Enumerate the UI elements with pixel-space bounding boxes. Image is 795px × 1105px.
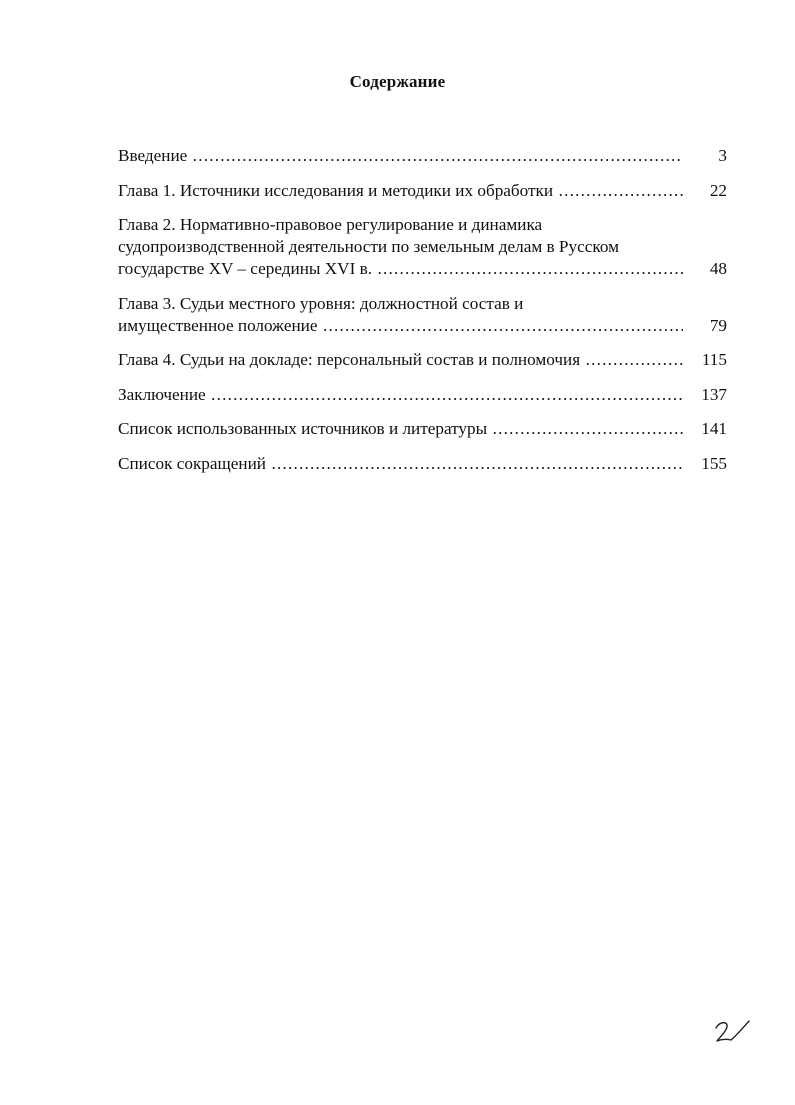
toc-page-number: 155 bbox=[701, 453, 727, 473]
toc-entry-text-line: Глава 2. Нормативно-правовое регулирование и динамика bbox=[118, 215, 543, 234]
toc-entry-text-line: имущественное положение bbox=[118, 315, 318, 335]
toc-entry-text-line: судопроизводственной деятельности по земельным делам в Русском bbox=[118, 237, 619, 256]
toc-entry-introduction[interactable] bbox=[118, 145, 733, 167]
toc-page-number: 115 bbox=[701, 350, 727, 369]
toc-entry-conclusion[interactable] bbox=[118, 384, 733, 406]
leader-dots bbox=[487, 419, 683, 438]
leader-dots bbox=[187, 146, 683, 165]
handwritten-page-number bbox=[712, 1015, 752, 1045]
toc-entry-text-line: государстве XV – середины XVI в. bbox=[118, 259, 373, 278]
toc-entry-sources[interactable] bbox=[118, 418, 733, 440]
toc-entry-text: Введение bbox=[118, 146, 188, 165]
toc-page-number: 48 bbox=[709, 259, 727, 278]
toc-entry-text: Глава 1. Источники исследования и методики их обработки bbox=[118, 180, 554, 200]
toc-page-number: 137 bbox=[701, 384, 727, 404]
toc-entry-chapter-2[interactable] bbox=[118, 214, 733, 280]
table-of-contents bbox=[118, 145, 733, 487]
toc-page-number: 79 bbox=[709, 315, 727, 335]
toc-entry-text: Список использованных источников и литературы bbox=[118, 419, 488, 438]
toc-page-number: 22 bbox=[709, 180, 727, 200]
toc-entry-text-line: Глава 3. Судьи местного уровня: должностной состав и bbox=[118, 293, 524, 313]
leader-dots bbox=[206, 385, 683, 404]
toc-entry-chapter-1[interactable] bbox=[118, 180, 733, 202]
toc-entry-text: Заключение bbox=[118, 384, 206, 404]
leader-dots bbox=[553, 181, 683, 200]
leader-dots bbox=[580, 350, 683, 369]
toc-entry-text: Глава 4. Судьи на докладе: персональный состав и полномочия bbox=[118, 350, 581, 369]
toc-entry-chapter-4[interactable] bbox=[118, 349, 733, 371]
toc-entry-text: Список сокращений bbox=[118, 453, 266, 473]
leader-dots bbox=[266, 454, 683, 473]
toc-entry-chapter-3[interactable] bbox=[118, 293, 733, 337]
toc-page-number: 141 bbox=[701, 419, 727, 438]
page-title: Содержание bbox=[349, 72, 446, 91]
leader-dots bbox=[317, 316, 683, 335]
leader-dots bbox=[372, 259, 683, 278]
toc-page-number: 3 bbox=[718, 146, 727, 165]
toc-entry-abbreviations[interactable] bbox=[118, 453, 733, 475]
